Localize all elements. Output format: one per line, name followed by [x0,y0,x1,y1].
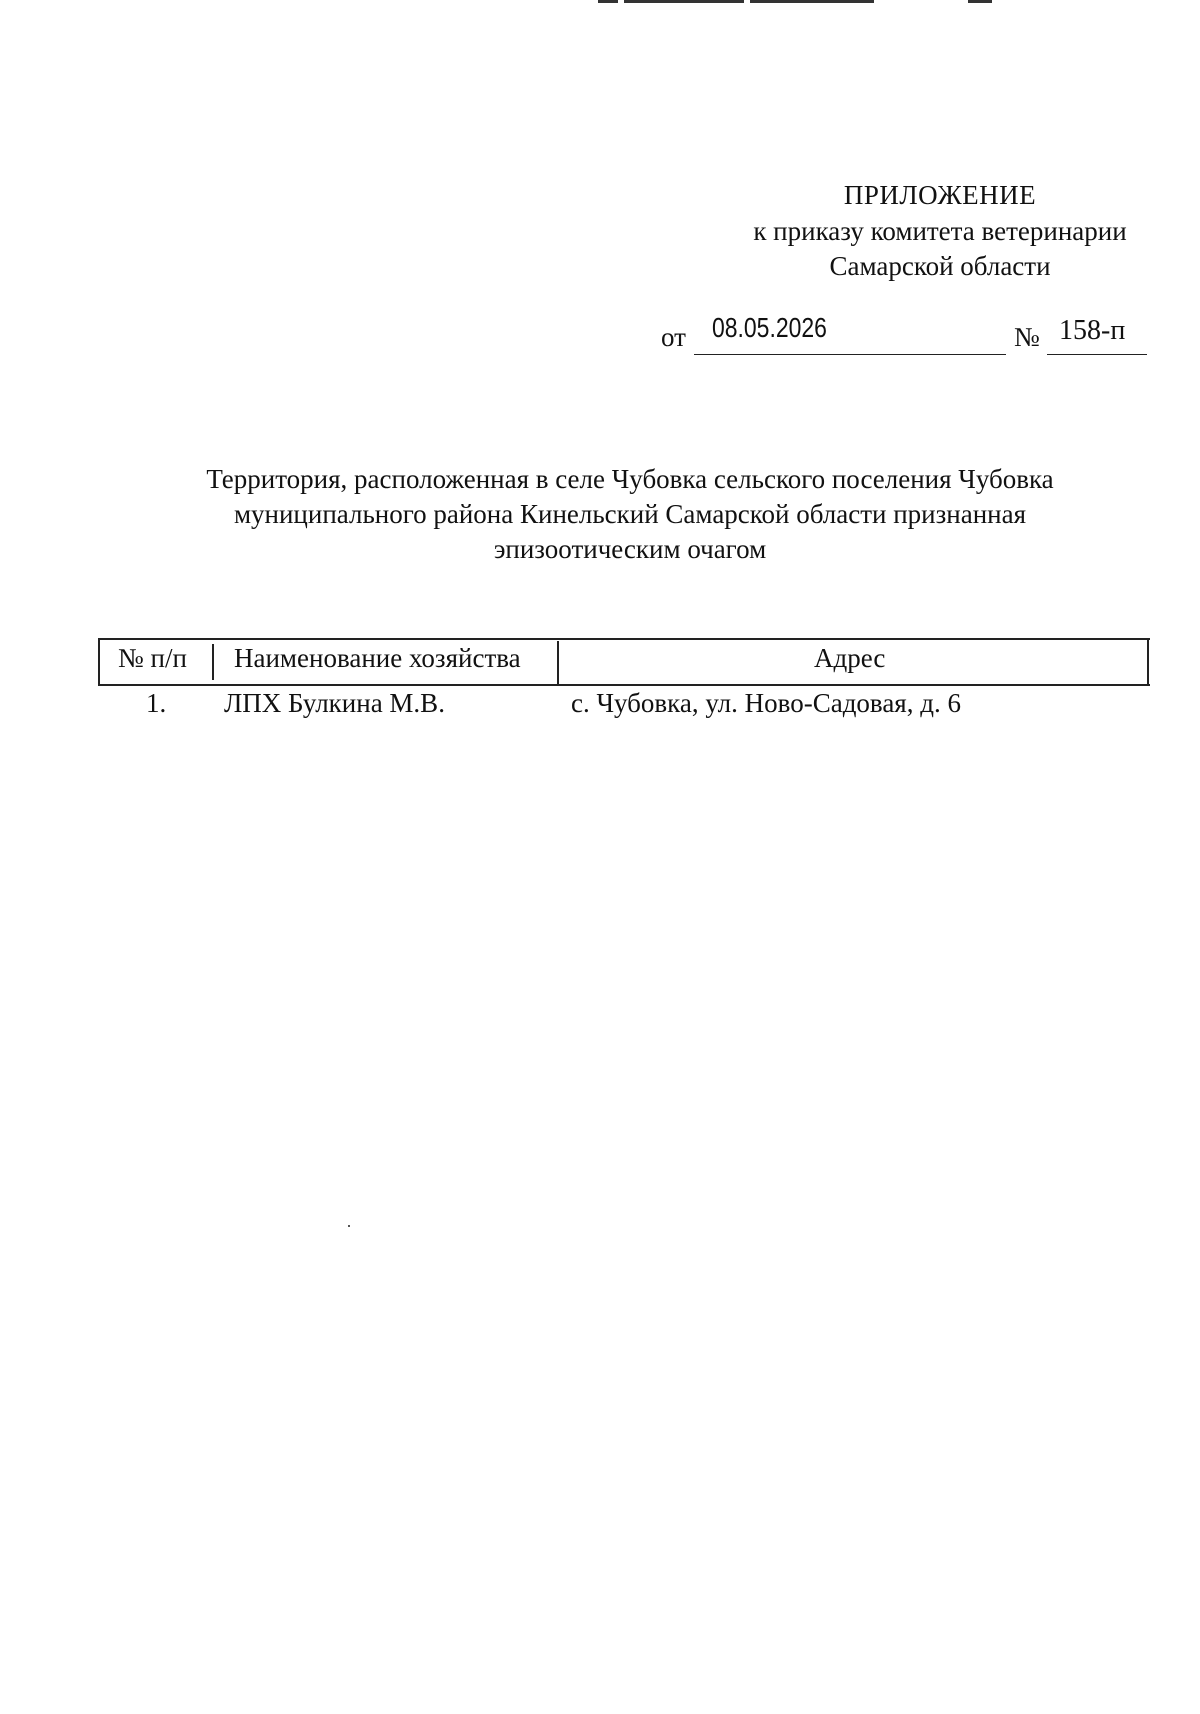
order-date-field [694,312,1006,355]
scan-artifact [624,0,744,3]
document-heading [150,462,1110,567]
table-header-farm-name: Наименование хозяйства [234,643,521,673]
order-number-label: № [1014,322,1040,352]
scan-artifact [598,0,618,3]
appendix-subtitle-line-2: Самарской области [829,251,1051,281]
order-date-value: 08.05.2026 [712,312,827,343]
heading-line-1: Территория, расположенная в селе Чубовка сельского поселения Чубовка [206,464,1054,494]
farms-table [98,638,1150,718]
table-border-top [98,638,1150,640]
order-number-field [1047,316,1147,355]
table-cell-farm-name: ЛПХ Булкина М.В. [224,688,445,718]
table-column-divider [212,644,214,680]
table-border-right [1147,638,1149,686]
heading-line-2: муниципального района Кинельский Самарской области признанная [233,499,1027,529]
table-cell-address: с. Чубовка, ул. Ново-Садовая, д. 6 [571,688,961,718]
order-date-label: от [661,322,686,352]
scan-artifact [968,0,992,3]
table-border-left [98,638,100,686]
heading-line-3: эпизоотическим очагом [493,534,767,564]
table-cell-number: 1. [146,688,167,718]
appendix-title: ПРИЛОЖЕНИЕ [843,180,1037,210]
table-header-divider [98,684,1150,686]
scan-speck [348,1225,350,1227]
appendix-subtitle-line-1: к приказу комитета ветеринарии [753,216,1127,246]
scan-artifact [750,0,874,3]
table-header-number: № п/п [118,643,187,673]
table-header-address: Адрес [814,643,886,673]
order-number-value: 158-п [1059,315,1126,346]
table-column-divider [557,641,559,685]
